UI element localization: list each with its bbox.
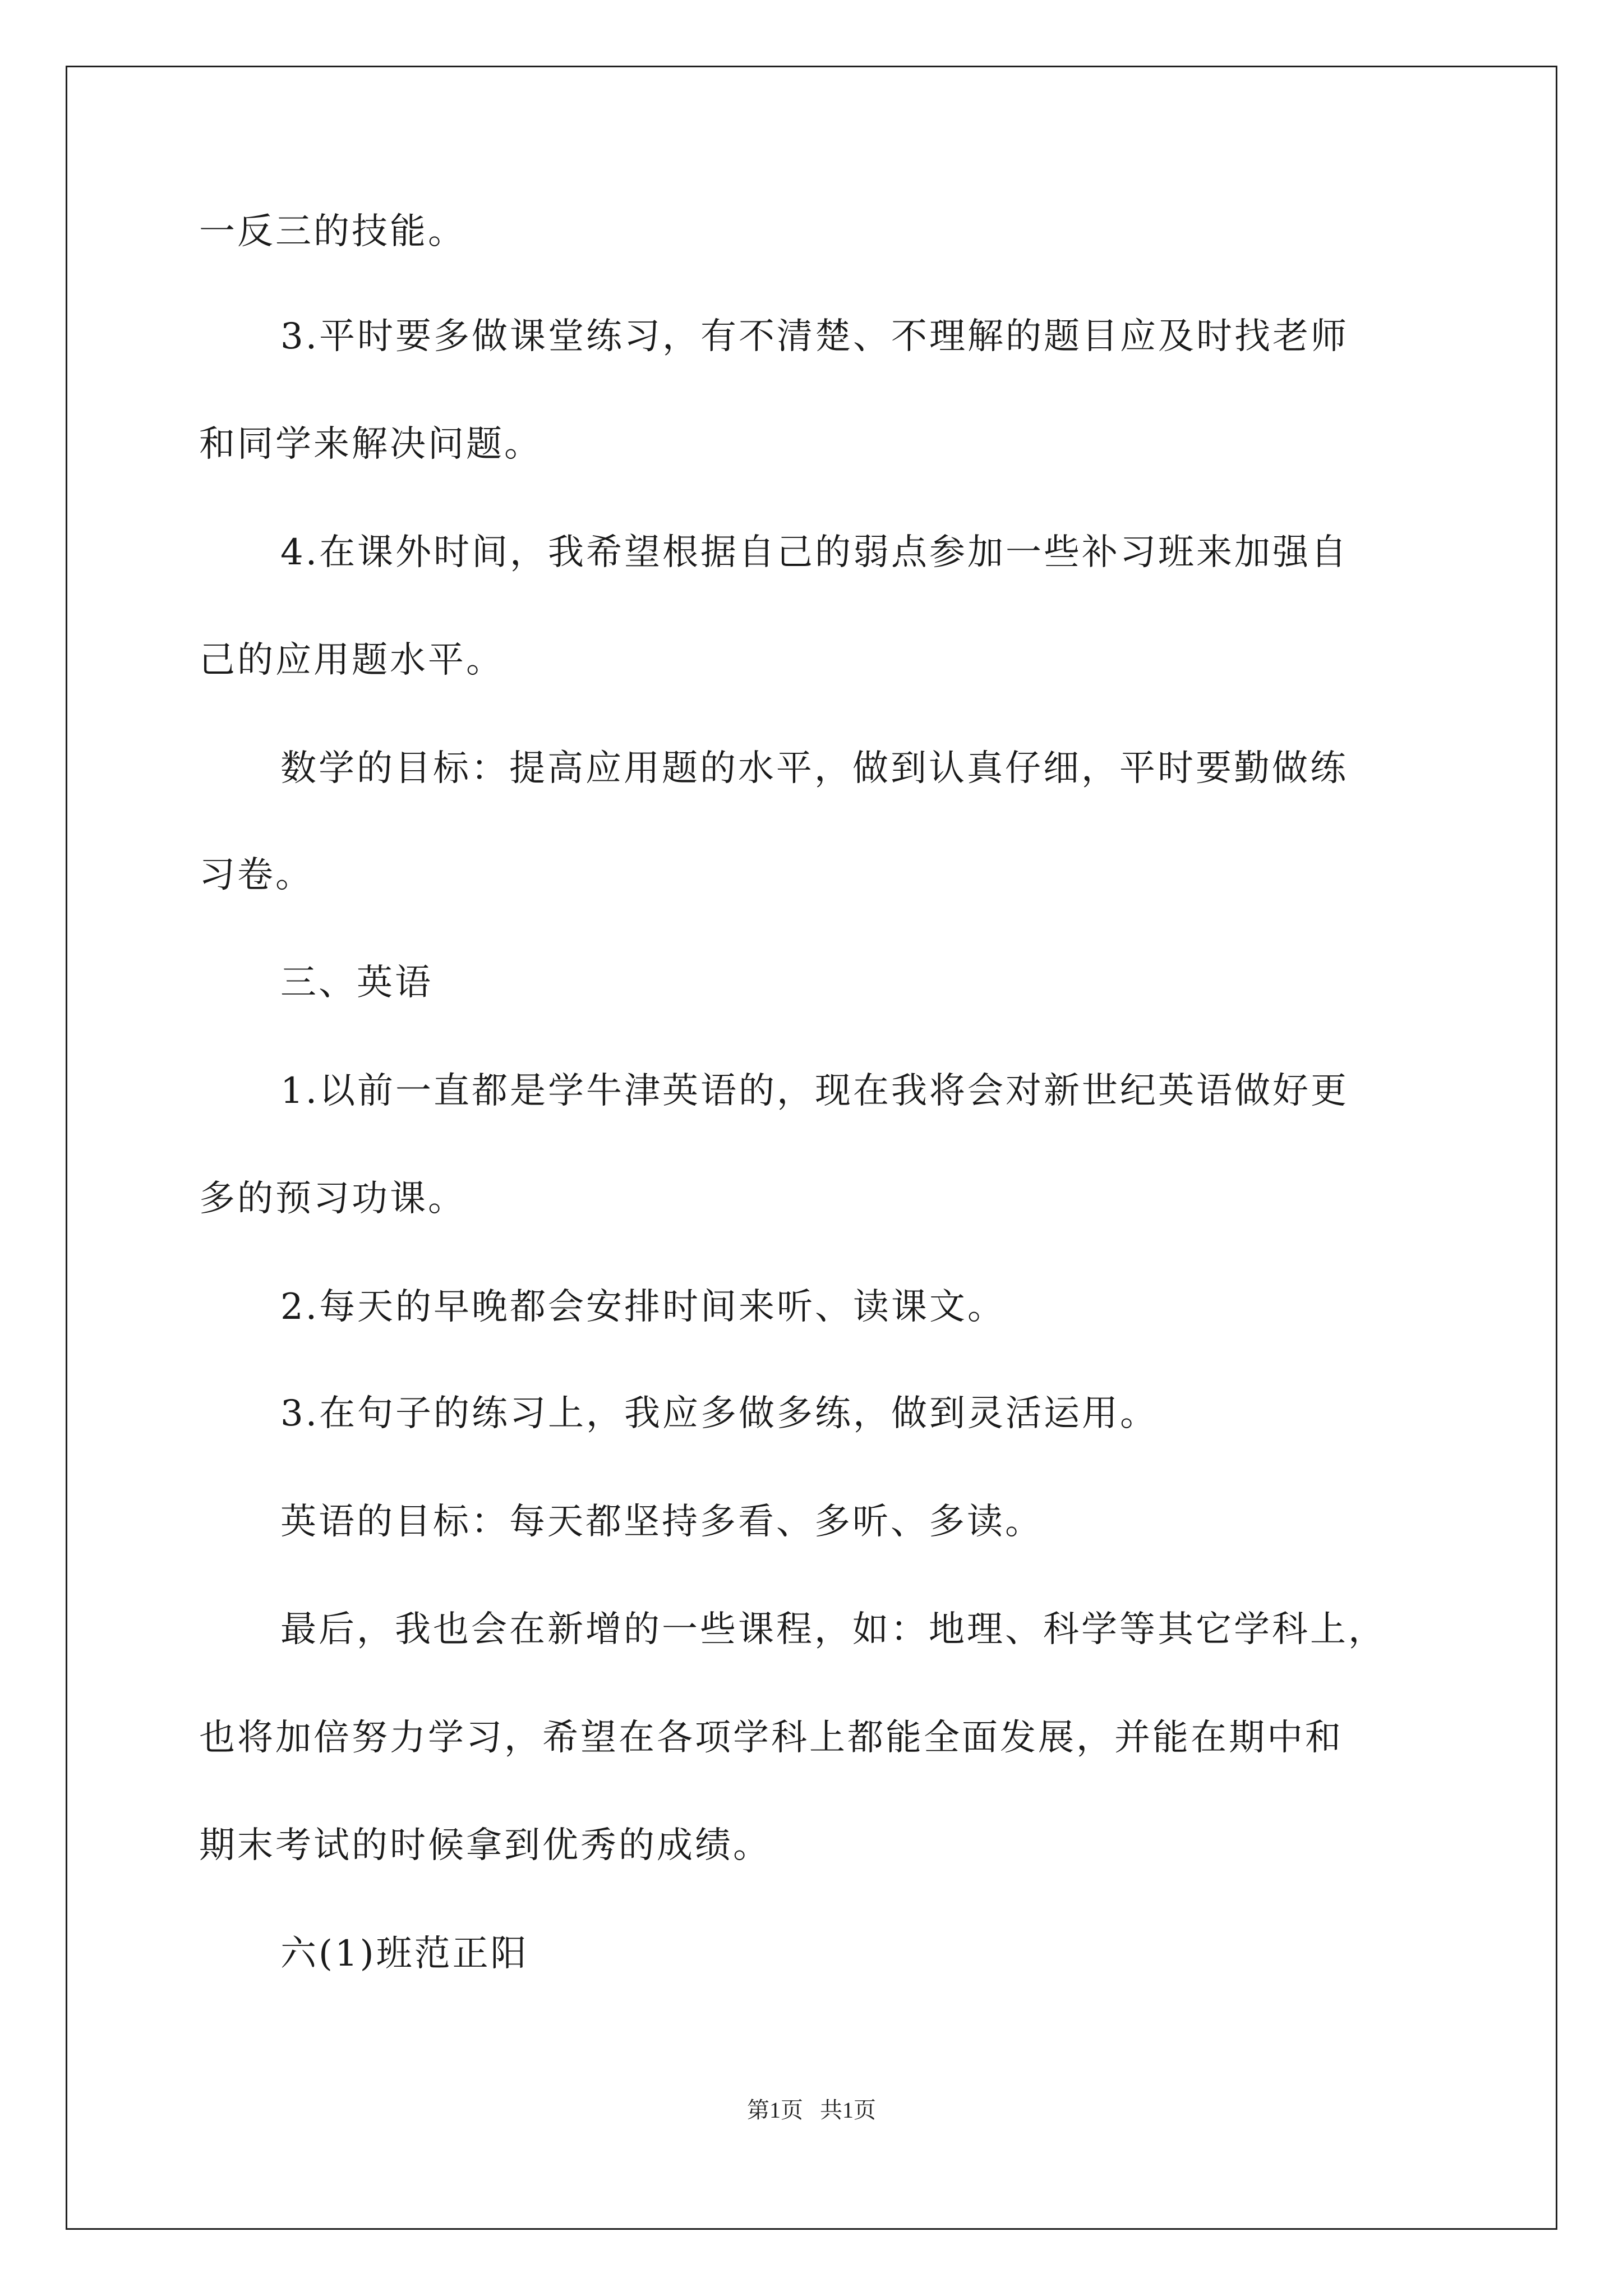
page-total: 共1页: [820, 2097, 876, 2123]
text-line: 期末考试的时候拿到优秀的成绩。: [199, 1825, 771, 1866]
text-line: 英语的目标：每天都坚持多看、多听、多读。: [280, 1501, 1043, 1543]
text-line: 一反三的技能。: [199, 211, 466, 252]
text-line: 3.平时要多做课堂练习，有不清楚、不理解的题目应及时找老师: [280, 316, 1349, 357]
page-number: 第1页: [747, 2097, 803, 2123]
text-line: 4.在课外时间，我希望根据自己的弱点参加一些补习班来加强自: [280, 532, 1349, 573]
text-line: 己的应用题水平。: [199, 639, 504, 681]
text-line: 和同学来解决问题。: [199, 424, 542, 465]
section-heading: 三、英语: [280, 962, 433, 1004]
text-line: 习卷。: [199, 854, 313, 896]
text-line: 1.以前一直都是学牛津英语的，现在我将会对新世纪英语做好更: [280, 1070, 1349, 1112]
text-line: 多的预习功课。: [199, 1178, 466, 1220]
text-line: 最后，我也会在新增的一些课程，如：地理、科学等其它学科上，: [280, 1609, 1386, 1650]
text-line: 2.每天的早晚都会安排时间来听、读课文。: [280, 1286, 1006, 1328]
page-border: [66, 66, 1557, 2230]
text-line: 数学的目标：提高应用题的水平，做到认真仔细，平时要勤做练: [280, 748, 1348, 789]
signature-line: 六(1)班范正阳: [280, 1933, 529, 1975]
page-footer: [0, 2096, 1623, 2124]
text-line: 3.在句子的练习上，我应多做多练，做到灵活运用。: [280, 1393, 1159, 1434]
text-line: 也将加倍努力学习，希望在各项学科上都能全面发展，并能在期中和: [199, 1717, 1343, 1759]
